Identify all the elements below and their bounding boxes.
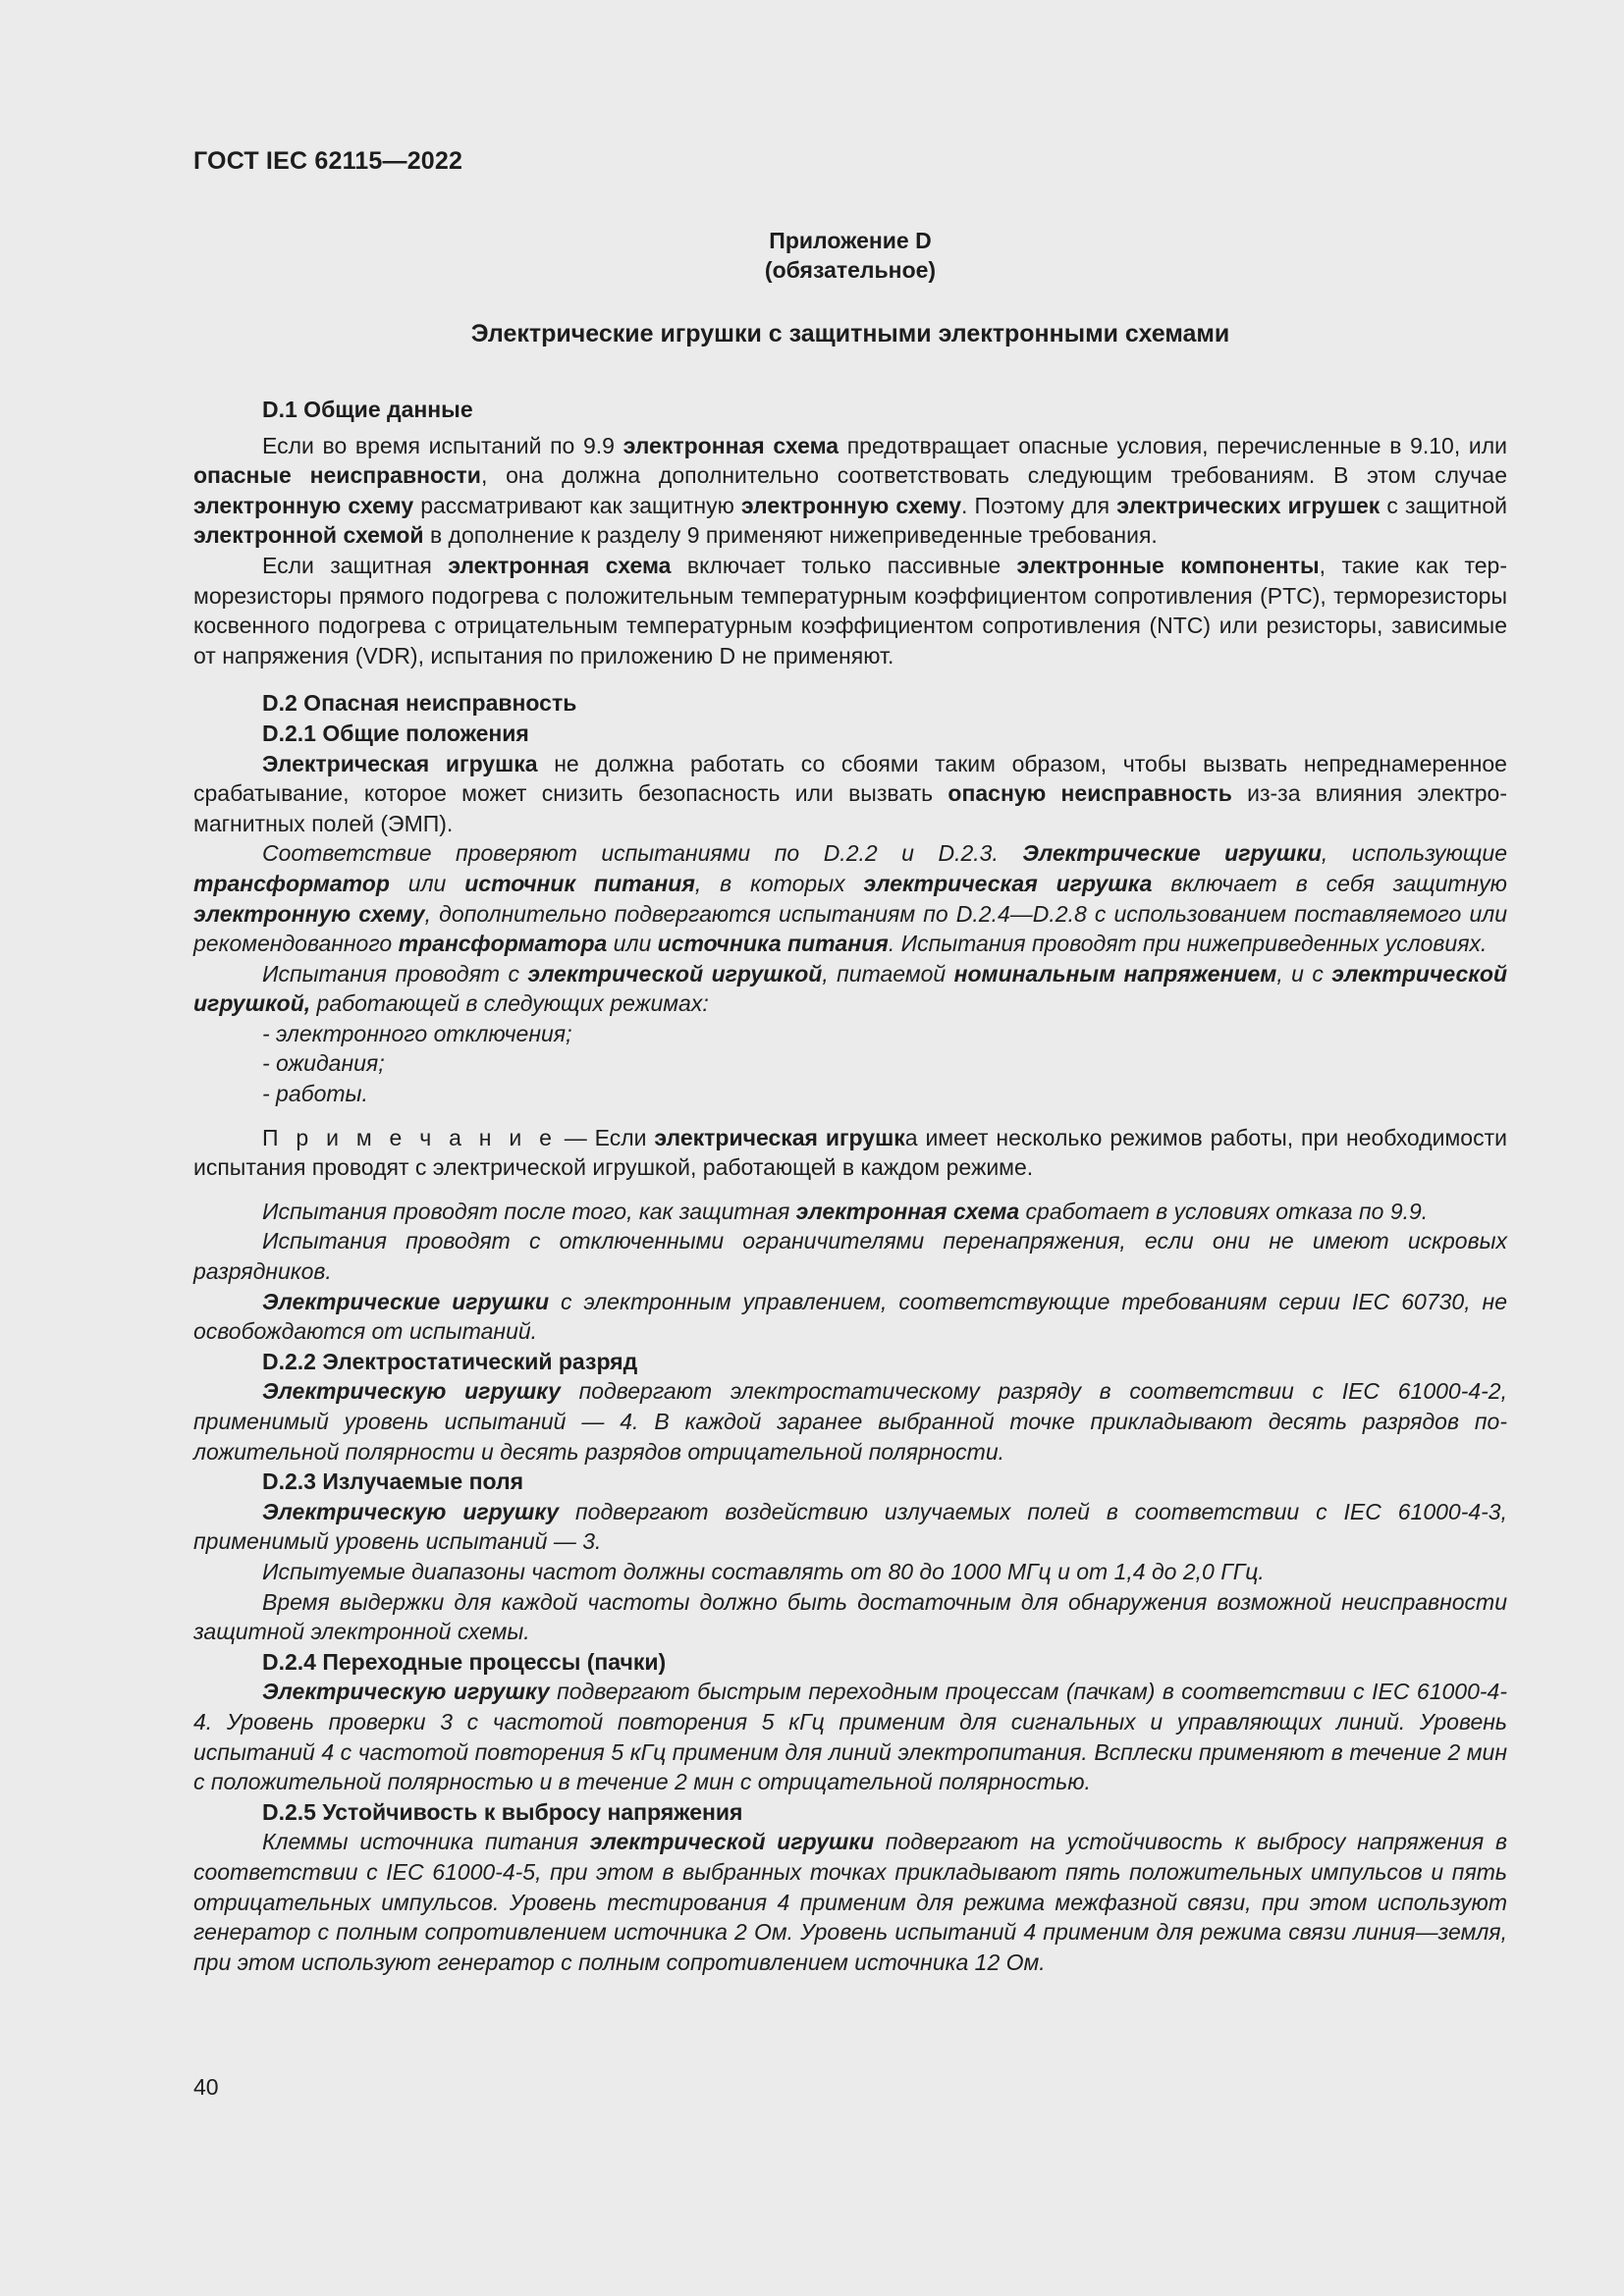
paragraph: Если защитная электронная схема включает только пассивные электронные компоненты, такие как терморезисторы прямого подогрева с положительным температурным коэффициентом сопротивления (PTC), терморезисторы косвенного подогрева с отрицательным температурным коэффициентом сопротивления (NTC) или резисторы, зависимые от напряжения (VDR), испытания по приложению D не применяют.	[193, 552, 1507, 668]
paragraph: Испытания проводят с отключенными ограничителями перенапряжения, если они не имеют искровых разрядников.	[193, 1228, 1507, 1285]
page-number: 40	[193, 2074, 219, 2100]
annex-status: (обязательное)	[764, 257, 937, 283]
document-code: ГОСТ IEC 62115—2022	[193, 147, 463, 175]
document-body	[193, 395, 1507, 1977]
paragraph: Испытания проводят после того, как защитная электронная схема сработает в условиях отказа по 9.9.	[262, 1198, 1429, 1224]
section-heading-d25: D.2.5 Устойчивость к выбросу напряжения	[262, 1798, 743, 1825]
section-heading-d22: D.2.2 Электростатический разряд	[262, 1348, 638, 1374]
paragraph: Испытуемые диапазоны частот должны составлять от 80 до 1000 МГц и от 1,4 до 2,0 ГГц.	[262, 1558, 1265, 1584]
section-heading-d24: D.2.4 Переходные процессы (пачки)	[262, 1648, 667, 1675]
paragraph: Электрическая игрушка не должна работать со сбоями таким образом, чтобы вызвать непреднамеренное срабатывание, которое может снизить безопасность или вызвать опасную неисправность из-за влияния электромагнитных полей (ЭМП).	[193, 750, 1508, 836]
section-heading-d2: D.2 Опасная неисправность	[262, 690, 577, 717]
paragraph: Испытания проводят с электрической игрушкой, питаемой номинальным напряжением, и с электрической игрушкой, работающей в следующих режимах:	[193, 960, 1507, 1017]
note: П р и м е ч а н и е — Если электрическая игрушка имеет несколько режимов работы, при необходимости испытания проводят с электрической игрушкой, работающей в каждом режиме.	[193, 1124, 1507, 1181]
paragraph: Электрическую игрушку подвергают быстрым переходным процессам (пачкам) в соответствии с IEC 61000-4-4. Уровень проверки 3 с частотой повторения 5 кГц применим для сигнальных и управляющих линий. Уровень испытаний 4 с частотой повторения 5 кГц применим для линий электропитания. Всплески применяют в течение 2 мин с положительной полярностью и в течение 2 мин с отрицательной полярностью.	[193, 1679, 1507, 1795]
list-item: - ожидания;	[262, 1050, 385, 1077]
paragraph: Электрическую игрушку подвергают электростатическому разряду в соответствии с IEC 61000-4-2, применимый уровень испытаний — 4. В каждой заранее выбранной точке прикладывают десять разрядов положительной полярности и десять разрядов отрицательной полярности.	[193, 1378, 1507, 1465]
list-item: - работы.	[262, 1081, 368, 1107]
section-heading-d23: D.2.3 Излучаемые поля	[262, 1468, 523, 1495]
annex-heading	[193, 226, 1507, 285]
paragraph: Соответствие проверяют испытаниями по D.2.2 и D.2.3. Электрические игрушки, использующие трансформатор или источник питания, в которых электрическая игрушка включает в себя защитную электронную схему, дополнительно подвергаются испытаниям по D.2.4—D.2.8 с использованием поставляемого или рекомендованного трансформатора или источника питания. Испытания проводят при нижеприведенных условиях.	[193, 840, 1507, 957]
section-heading-d21: D.2.1 Общие положения	[262, 720, 529, 746]
paragraph: Если во время испытаний по 9.9 электронная схема предотвращает опасные условия, перечисленные в 9.10, или опасные неисправности, она должна дополнительно соответствовать следующим требованиям. В этом случае электронную схему рассматривают как защитную электронную схему. Поэтому для электрических игрушек с защитной электронной схемой в дополнение к разделу 9 применяют нижеприведенные требования.	[193, 432, 1508, 549]
section-heading-d1: D.1 Общие данные	[262, 397, 473, 422]
paragraph: Электрическую игрушку подвергают воздействию излучаемых полей в соответствии с IEC 61000-4-3, применимый уровень испытаний — 3.	[193, 1498, 1507, 1555]
list-item: - электронного отключения;	[262, 1020, 572, 1046]
annex-label: Приложение D	[769, 228, 932, 253]
paragraph: Клеммы источника питания электрической игрушки подвергают на устойчивость к выбросу напряжения в соответствии с IEC 61000-4-5, при этом в выбранных точках прикладывают пять положительных импульсов и пять отрицательных импульсов. Уровень тестирования 4 применим для режима межфазной связи, при этом используют генератор с полным сопротивлением источника 2 Ом. Уровень испытаний 4 применим для режима связи линия—земля, при этом используют генератор с полным сопротивлением источника 12 Ом.	[193, 1829, 1507, 1975]
paragraph: Время выдержки для каждой частоты должно быть достаточным для обнаружения возможной неисправности защитной электронной схемы.	[193, 1588, 1507, 1645]
paragraph: Электрические игрушки с электронным управлением, соответствующие требованиям серии IEC 60730, не освобождаются от испытаний.	[193, 1288, 1507, 1345]
annex-title: Электрические игрушки с защитными электронными схемами	[470, 320, 1230, 347]
